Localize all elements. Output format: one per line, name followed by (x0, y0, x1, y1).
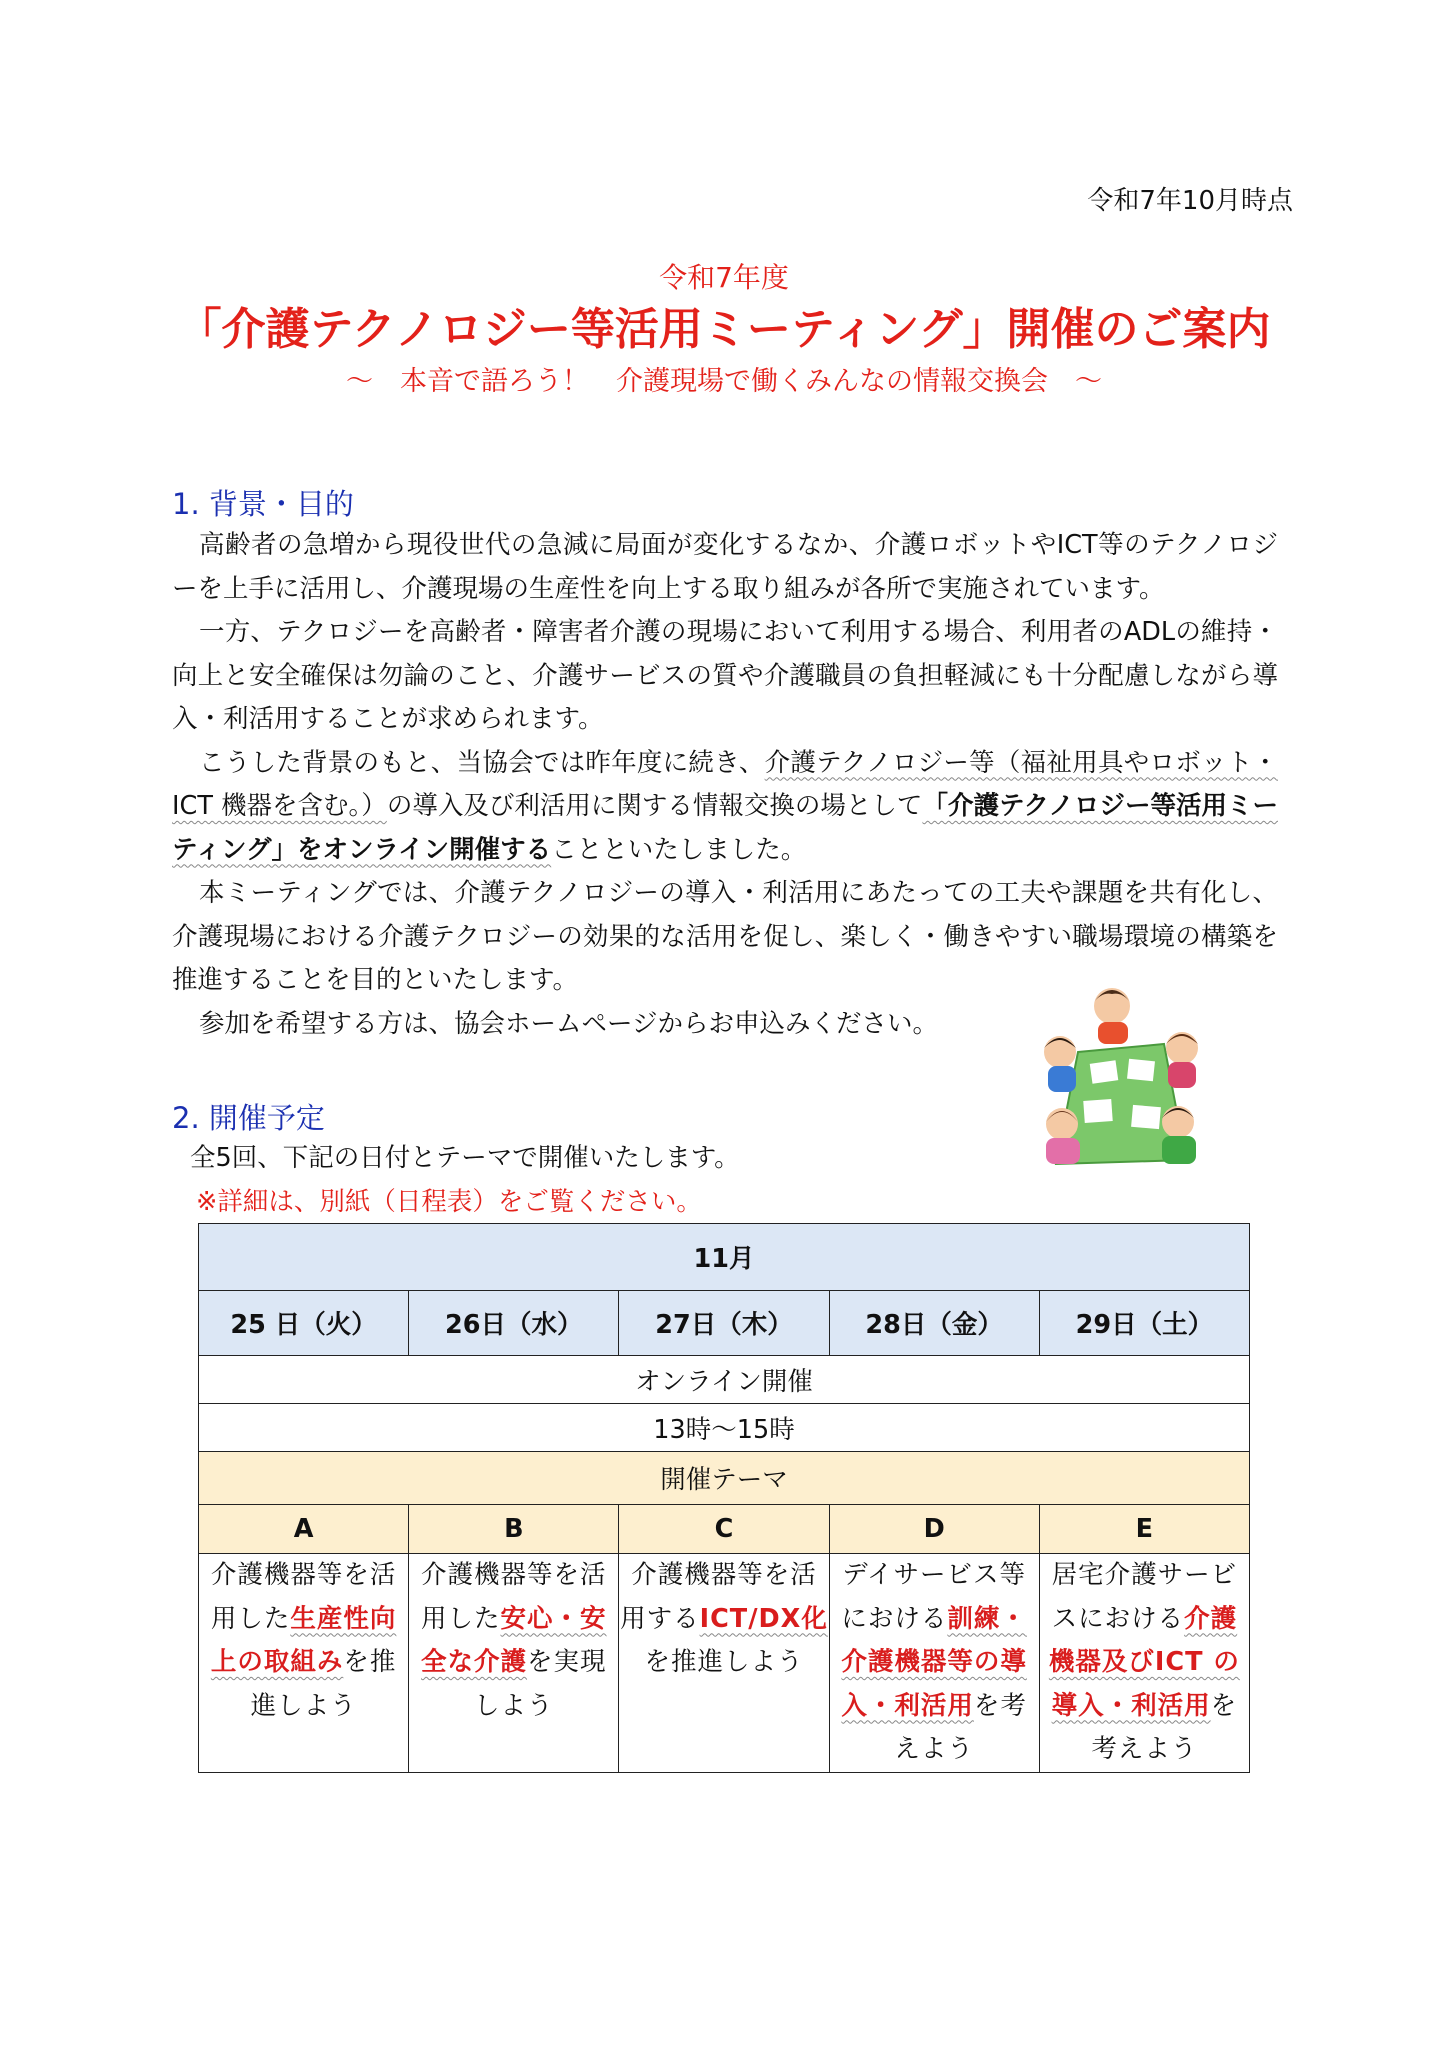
text-span: を考えよう (1091, 1690, 1238, 1764)
text-span: を考えよう (894, 1690, 1027, 1764)
text-span: 介護機器等を活用した (421, 1560, 607, 1634)
schedule-table (198, 1223, 1250, 1773)
day-cell: 28日（金） (829, 1291, 1039, 1356)
text-span: ことといたしました。 (551, 834, 807, 865)
highlighted-text: 訓練・介護機器等の導入・利活用 (841, 1603, 1027, 1721)
highlighted-text: 介護テクノロジー等（福祉用具やロボット・ICT 機器を含む。） (172, 747, 1278, 821)
text-span: 居宅介護サービスにおける (1051, 1560, 1238, 1634)
paragraph: 本ミーティングでは、介護テクノロジーの導入・利活用にあたっての工夫や課題を共有化し、介護現場における介護テクロジーの効果的な活用を促し、楽しく・働きやすい職場環境の構築を推進することを目的といたします。 (172, 878, 1278, 995)
page-subtitle: ～ 本音で語ろう！ 介護現場で働くみんなの情報交換会 ～ (346, 366, 1102, 397)
page-title: 「介護テクノロジー等活用ミーティング」開催のご案内 (177, 304, 1271, 355)
highlighted-text: 安心・安全な介護 (421, 1603, 607, 1677)
theme-description (1039, 1554, 1249, 1773)
text-span: を実現しよう (474, 1647, 607, 1721)
theme-letter: A (199, 1505, 409, 1554)
letters-row (199, 1505, 1250, 1554)
section1-heading: 1. 背景・目的 (172, 487, 354, 521)
people-meeting-illustration (1036, 982, 1206, 1168)
theme-description (199, 1554, 409, 1773)
theme-letter: B (409, 1505, 619, 1554)
text-span: こうした背景のもと、当協会では昨年度に続き、 (199, 747, 765, 778)
theme-description (619, 1554, 829, 1773)
day-cell: 27日（木） (619, 1291, 829, 1356)
paragraph: 参加を希望する方は、協会ホームページからお申込みください。 (199, 1008, 938, 1039)
days-row (199, 1291, 1250, 1356)
theme-description (409, 1554, 619, 1773)
text-span: デイサービス等における (841, 1560, 1027, 1634)
section2-heading: 2. 開催予定 (172, 1101, 325, 1135)
day-cell: 29日（土） (1039, 1291, 1249, 1356)
header-year: 令和7年度 (659, 261, 789, 294)
day-cell: 26日（水） (409, 1291, 619, 1356)
highlighted-text: ICT/DX化 (699, 1603, 828, 1634)
paragraph (172, 742, 1278, 873)
section2-intro: 全5回、下記の日付とテーマで開催いたします。 (190, 1143, 740, 1173)
paragraph: 一方、テクロジーを高齢者・障害者介護の現場において利用する場合、利用者のADLの維持・向上と安全確保は勿論のこと、介護サービスの質や介護職員の負担軽減にも十分配慮しながら導入・利活用することが求められます。 (172, 617, 1278, 734)
text-span: を推進しよう (250, 1647, 397, 1721)
time-cell: 13時～15時 (199, 1404, 1250, 1452)
themes-row (199, 1554, 1250, 1773)
theme-letter: D (829, 1505, 1039, 1554)
theme-letter: C (619, 1505, 829, 1554)
text-span: 介護機器等を活用する (620, 1560, 817, 1634)
format-cell: オンライン開催 (199, 1356, 1250, 1404)
theme-description (829, 1554, 1039, 1773)
highlighted-text: 生産性向上の取組み (210, 1603, 397, 1677)
text-span: の導入及び利活用に関する情報交換の場として (386, 791, 923, 821)
page-header (0, 258, 1448, 402)
theme-letter: E (1039, 1505, 1249, 1554)
highlighted-text: 「介護テクノロジー等活用ミーティング」をオンライン開催する (172, 791, 1278, 865)
text-span: を推進しよう (644, 1647, 804, 1677)
month-cell: 11月 (199, 1224, 1250, 1291)
time-row (199, 1404, 1250, 1452)
theme-header-cell: 開催テーマ (199, 1452, 1250, 1505)
highlighted-text: 介護機器及びICT の導入・利活用 (1048, 1603, 1240, 1721)
section2-note: ※詳細は、別紙（日程表）をご覧ください。 (196, 1187, 702, 1217)
section1-body (172, 524, 1278, 1046)
format-row (199, 1356, 1250, 1404)
paragraph: 高齢者の急増から現役世代の急減に局面が変化するなか、介護ロボットやICT等のテクノロジーを上手に活用し、介護現場の生産性を向上する取り組みが各所で実施されています。 (172, 530, 1278, 604)
date-note: 令和7年10月時点 (1087, 186, 1293, 216)
day-cell: 25 日（火） (199, 1291, 409, 1356)
theme-header-row (199, 1452, 1250, 1505)
text-span: 介護機器等を活用した (210, 1560, 397, 1634)
month-row (199, 1224, 1250, 1291)
